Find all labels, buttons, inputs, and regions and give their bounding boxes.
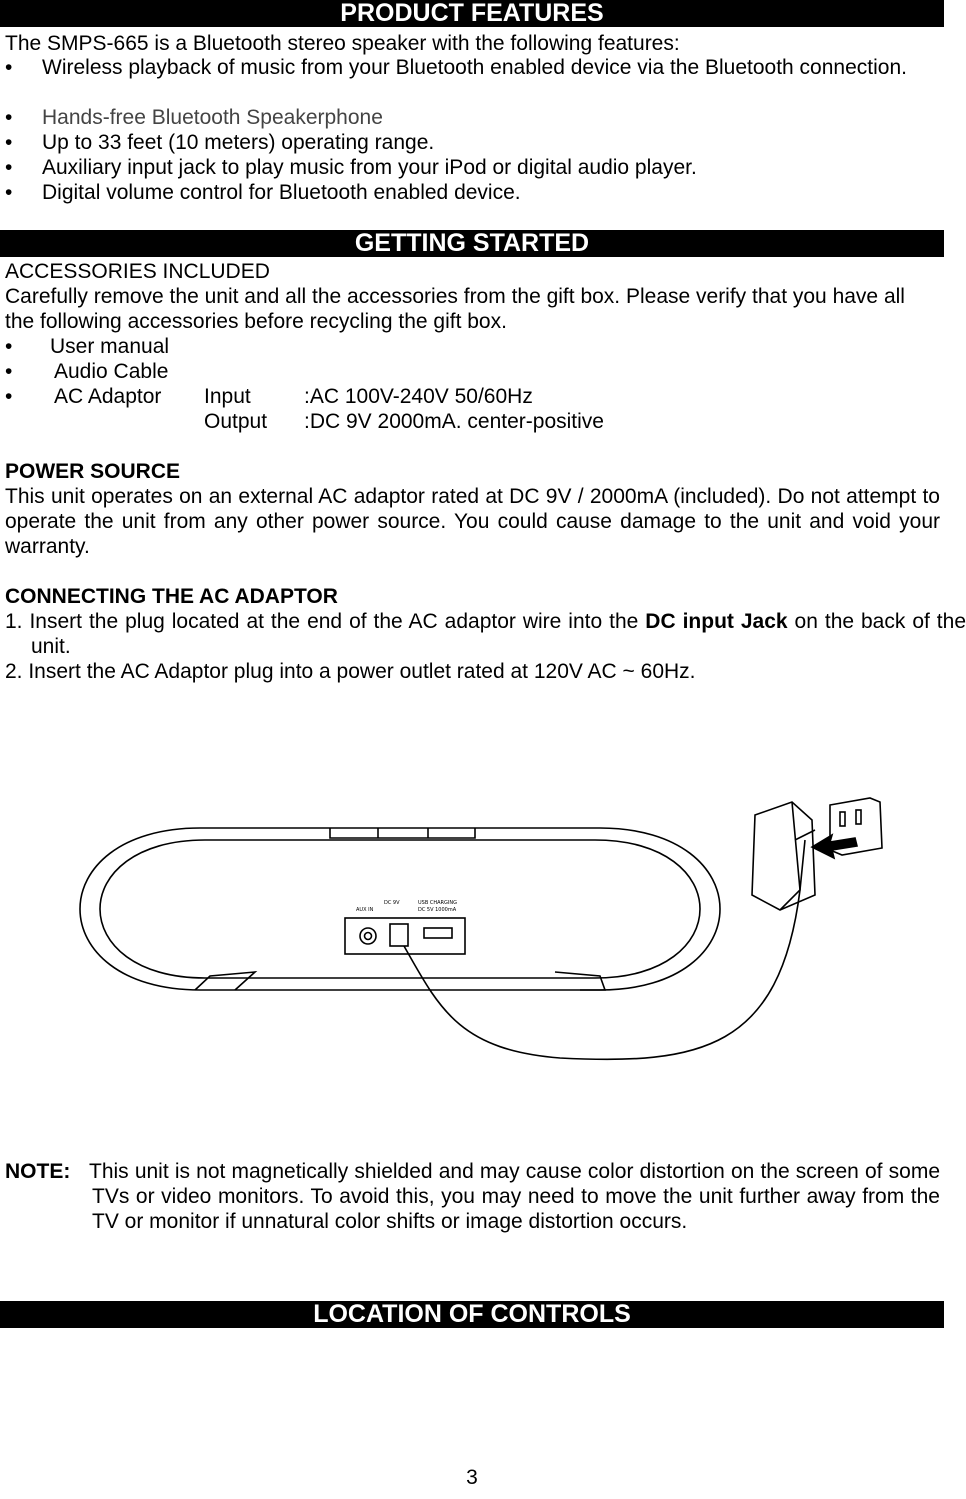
right-foot (555, 972, 605, 990)
bullet-dot: • (5, 385, 13, 408)
spec-label-output: Output (204, 410, 268, 433)
bullet-dot: • (5, 131, 13, 154)
accessories-intro: Carefully remove the unit and all the accessories from the gift box. Please verify that you have all the following accessories before recycling the gift box. (5, 285, 905, 333)
feature-item: Hands-free Bluetooth Speakerphone (42, 106, 383, 129)
power-source-heading: POWER SOURCE (5, 460, 181, 483)
features-intro: The SMPS-665 is a Bluetooth stereo speaker with the following features: (5, 32, 680, 55)
aux-label: AUX IN (356, 907, 374, 913)
bullet-dot: • (5, 335, 13, 358)
spec-value-output: :DC 9V 2000mA. center-positive (304, 410, 604, 433)
feature-item: Auxiliary input jack to play music from your iPod or digital audio player. (42, 156, 697, 179)
step1-text-end: on the back of the unit. (31, 610, 966, 658)
note-label: NOTE: (5, 1160, 71, 1183)
adaptor-cable (404, 840, 805, 1059)
page-number: 3 (466, 1466, 478, 1489)
product-features-header: PRODUCT FEATURES (0, 0, 944, 27)
feature-item: Up to 33 feet (10 meters) operating range. (42, 131, 435, 154)
top-buttons (330, 828, 475, 838)
usb-label: USB CHARGING (418, 900, 457, 906)
dc-jack (390, 924, 408, 946)
usb-label-2: DC 5V 1000mA (418, 907, 457, 913)
bullet-dot: • (5, 360, 13, 383)
bullet-dot: • (5, 181, 13, 204)
bullet-dot: • (5, 156, 13, 179)
connecting-heading: CONNECTING THE AC ADAPTOR (5, 585, 338, 608)
connecting-step-2: 2. Insert the AC Adaptor plug into a power outlet rated at 120V AC ~ 60Hz. (5, 660, 696, 683)
power-source-text: This unit operates on an external AC adaptor rated at DC 9V / 2000mA (included). Do not attempt to operate the unit from any other power source. You could cause damage to the unit and void your warranty. (5, 485, 940, 558)
feature-item: Wireless playback of music from your Bluetooth enabled device via the Bluetooth connection. (42, 56, 907, 79)
speaker-outer-outline (80, 828, 720, 990)
location-of-controls-header: LOCATION OF CONTROLS (0, 1301, 944, 1328)
speaker-inner-outline (100, 840, 700, 978)
speaker-adaptor-illustration (0, 690, 944, 1110)
bullet-dot: • (5, 106, 13, 129)
spec-label-input: Input (204, 385, 251, 408)
accessory-item: Audio Cable (54, 360, 169, 383)
aux-jack (360, 928, 376, 944)
accessories-heading: ACCESSORIES INCLUDED (5, 260, 270, 283)
bullet-dot: • (5, 56, 13, 79)
connecting-step-1 (5, 609, 966, 659)
getting-started-header: GETTING STARTED (0, 230, 944, 257)
note-text: This unit is not magnetically shielded and may cause color distortion on the screen of some TVs or video monitors. To avoid this, you may need to move the unit further away from the TV or monitor if unnatural color shifts or image distortion occurs. (89, 1160, 940, 1233)
feature-item: Digital volume control for Bluetooth enabled device. (42, 181, 521, 204)
usb-port (424, 928, 452, 938)
step1-text: 1. Insert the plug located at the end of the AC adaptor wire into the (5, 610, 646, 633)
dc-input-jack-term: DC input Jack (645, 610, 788, 633)
ac-adaptor-body (752, 802, 815, 910)
accessory-item: User manual (50, 335, 170, 358)
insert-arrow (812, 835, 857, 858)
left-foot (195, 972, 255, 990)
dc-label: DC 9V (384, 900, 400, 906)
spec-value-input: :AC 100V-240V 50/60Hz (304, 385, 533, 408)
accessory-item: AC Adaptor (54, 385, 162, 408)
